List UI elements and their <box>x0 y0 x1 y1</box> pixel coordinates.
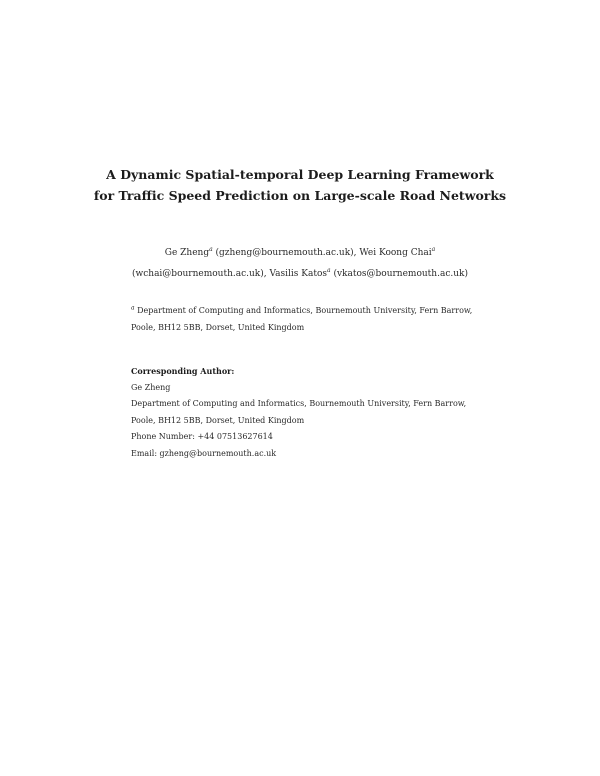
affiliation-line-1 <box>131 303 476 320</box>
corresponding-author-heading: Corresponding Author: <box>131 366 235 376</box>
corresponding-phone: Phone Number: +44 07513627614 <box>131 432 273 441</box>
author-list <box>75 243 525 285</box>
title-line-2: for Traffic Speed Prediction on Large-scale Road Networks <box>93 188 507 203</box>
affiliation-marker: a <box>209 246 213 253</box>
affiliation-marker: a <box>131 304 135 312</box>
affiliation-block <box>131 303 476 336</box>
corresponding-email: Email: gzheng@bournemouth.ac.uk <box>131 448 277 458</box>
title-line-1: A Dynamic Spatial-temporal Deep Learning Framework <box>106 167 494 182</box>
author-email-text: (wchai@bournemouth.ac.uk), Vasilis Katos <box>132 269 328 279</box>
affiliation-marker: a <box>431 246 436 253</box>
corresponding-author-block <box>131 363 476 462</box>
corresponding-address-line-1: Department of Computing and Informatics, Bournemouth University, Fern Barrow, <box>131 399 467 408</box>
author-line-2 <box>75 264 525 285</box>
author-name-ge-zheng: Ge Zheng <box>164 248 210 258</box>
affiliation-marker: a <box>327 267 331 274</box>
author-email-text: (gzheng@bournemouth.ac.uk), Wei Koong Chai <box>212 248 432 258</box>
affiliation-text: Department of Computing and Informatics, Bournemouth University, Fern Barrow, <box>134 306 473 315</box>
author-line-1 <box>75 243 525 264</box>
corresponding-address-line-2: Poole, BH12 5BB, Dorset, United Kingdom <box>131 415 305 425</box>
author-email-text: (vkatos@bournemouth.ac.uk) <box>330 269 468 279</box>
corresponding-author-name: Ge Zheng <box>131 382 171 392</box>
paper-title <box>75 164 525 206</box>
affiliation-line-2: Poole, BH12 5BB, Dorset, United Kingdom <box>131 322 305 332</box>
